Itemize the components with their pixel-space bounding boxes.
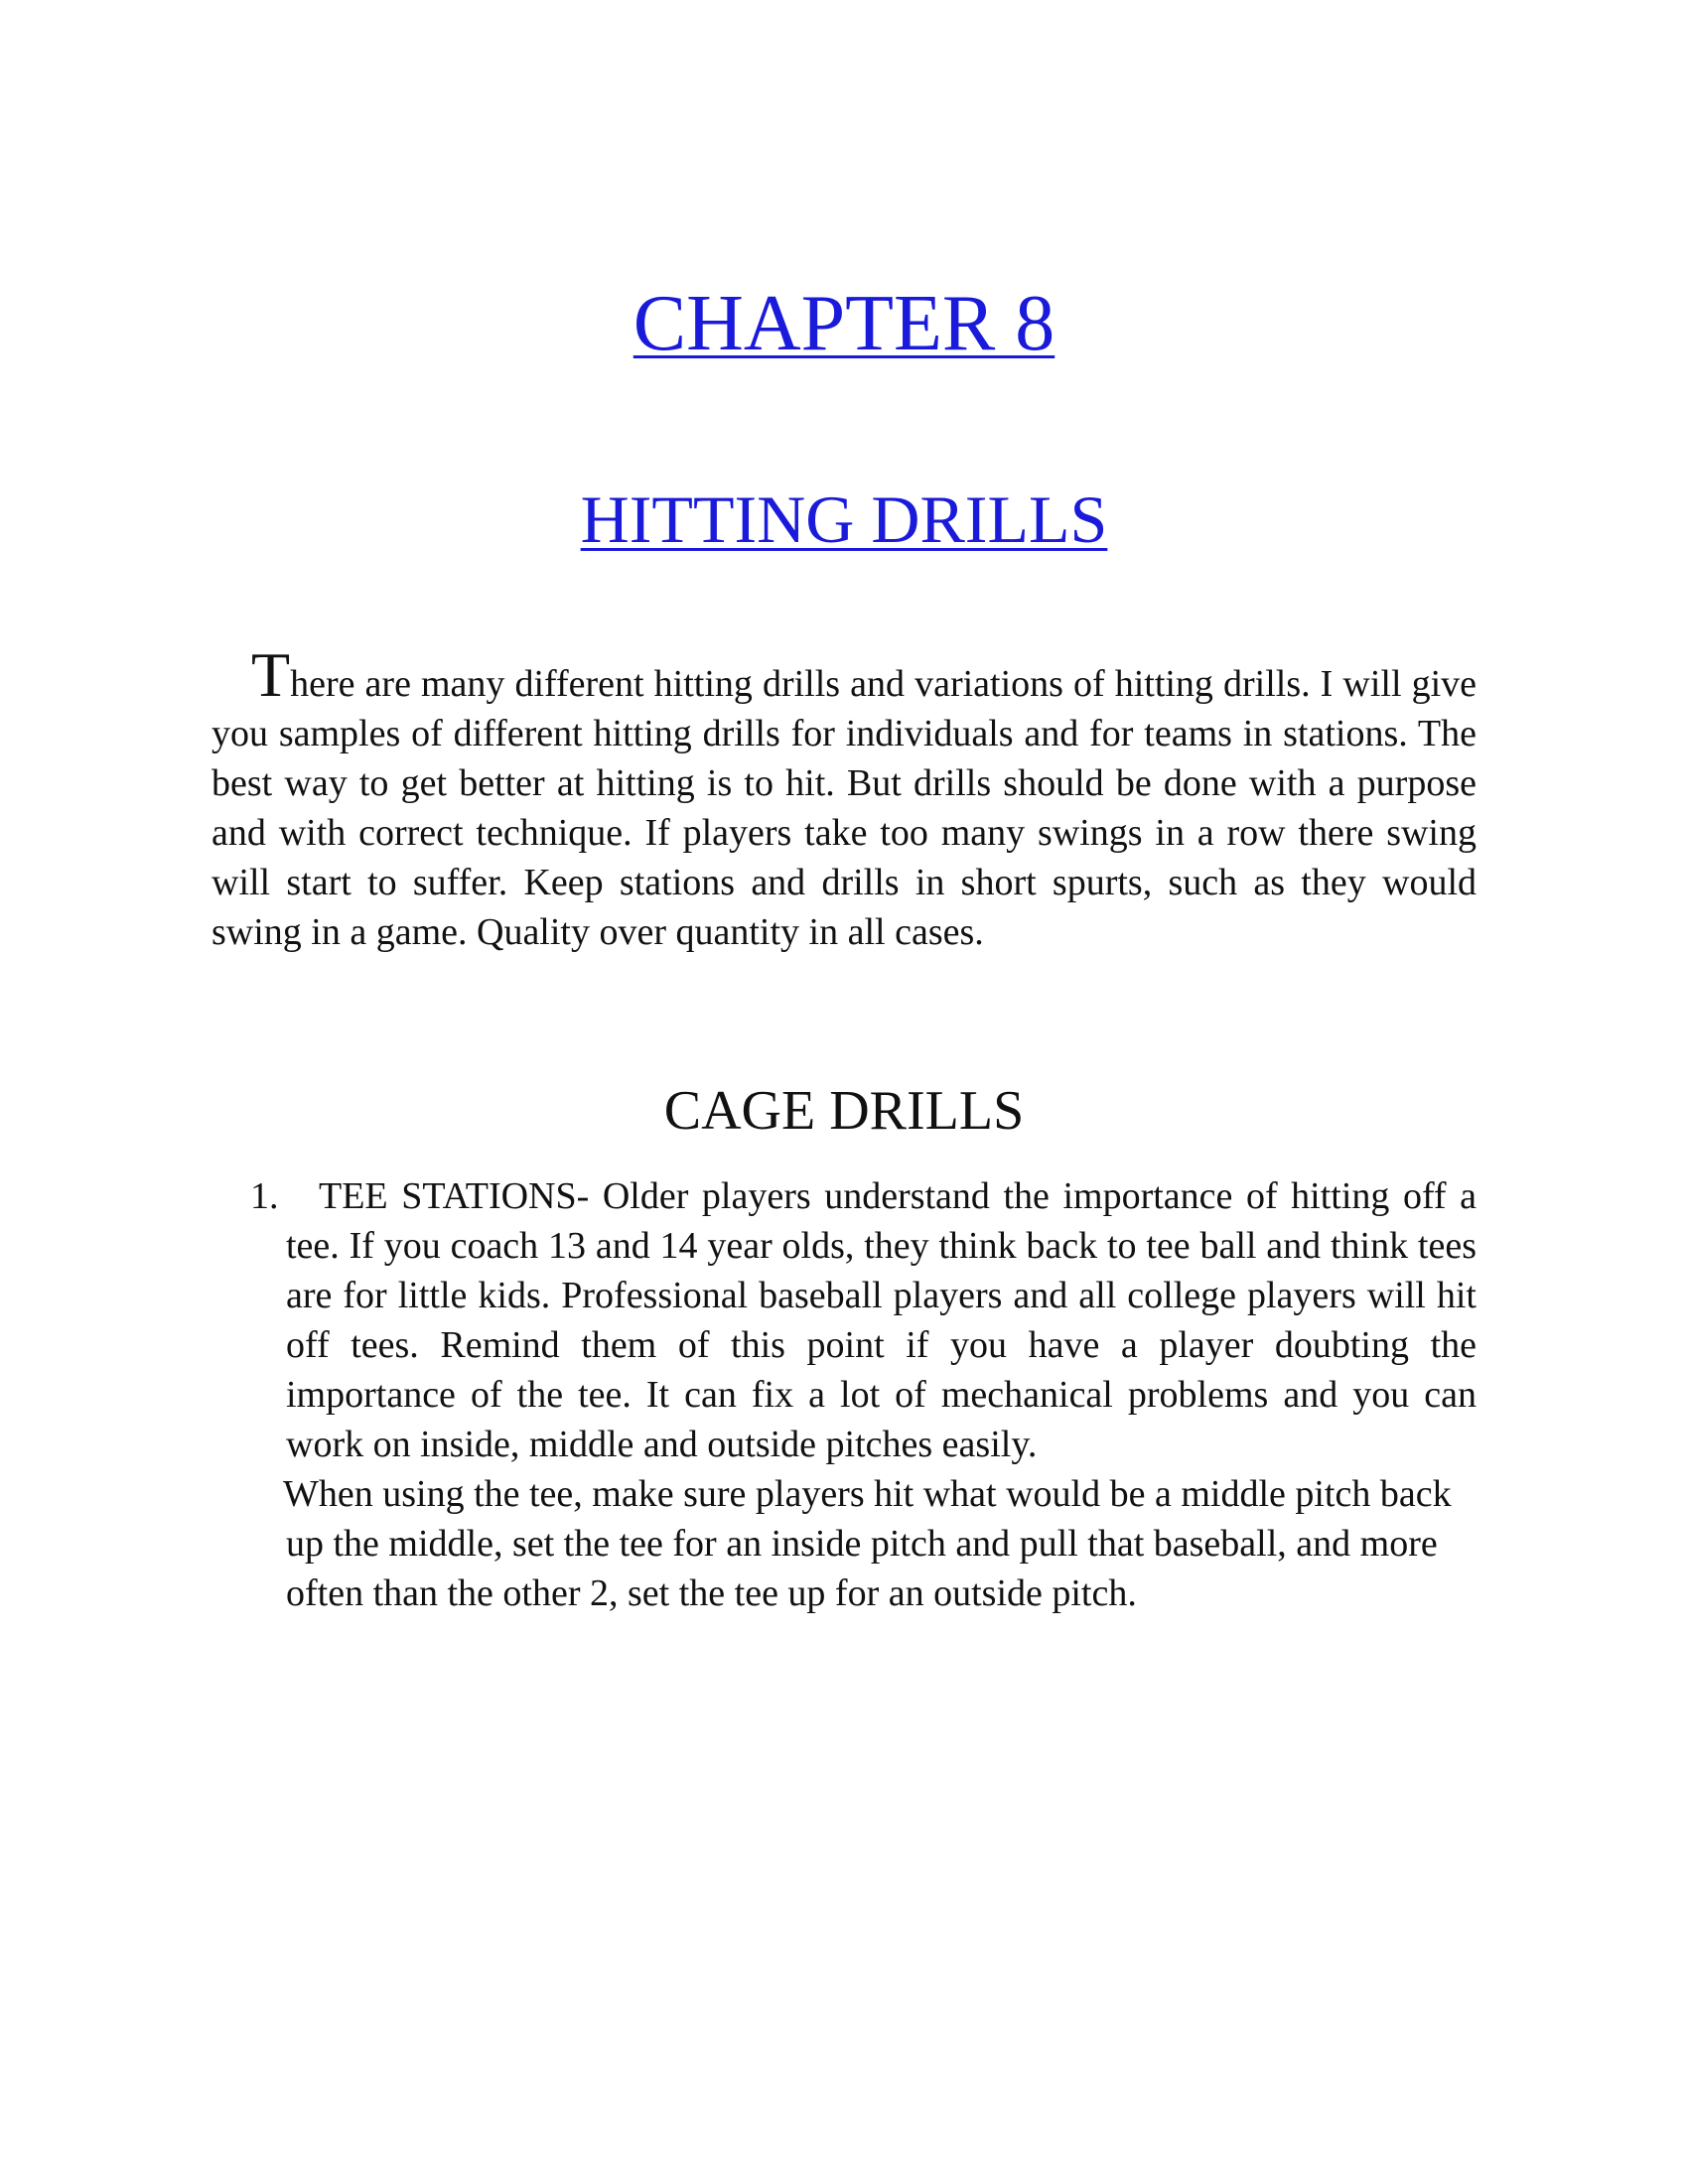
drill-list xyxy=(250,1171,1477,1618)
intro-text: here are many different hitting drills and variations of hitting drills. I will give you samples of different hitting drills for individuals and for teams in stations. The best way to get better at hitting is to hit. But drills should be done with a purpose and with correct technique. If players take too many swings in a row there swing will start to suffer. Keep stations and drills in short spurts, such as they would swing in a game. Quality over quantity in all cases. xyxy=(211,663,1477,953)
drill-number: 1. xyxy=(250,1175,279,1217)
chapter-title xyxy=(0,276,1688,371)
drill-note: When using the tee, make sure players hit what would be a middle pitch back up the middle, set the tee for an inside pitch and pull that baseball, and more often than the other 2, set the tee up for an outside pitch. xyxy=(283,1473,1452,1614)
chapter-title-link[interactable]: CHAPTER 8 xyxy=(633,280,1055,367)
intro-paragraph xyxy=(211,639,1477,957)
drill-description: TEE STATIONS- Older players understand the importance of hitting off a tee. If you coach 13 and 14 year olds, they think back to tee ball and think tees are for little kids. Professional baseball players and all college players will hit off tees. Remind them of this point if you have a player doubting the importance of the tee. It can fix a lot of mechanical problems and you can work on inside, middle and outside pitches easily. xyxy=(286,1175,1477,1465)
section-title-link[interactable]: HITTING DRILLS xyxy=(580,481,1108,557)
section-title xyxy=(0,478,1688,560)
list-item xyxy=(250,1171,1477,1618)
intro-dropcap: T xyxy=(251,639,291,710)
cage-drills-heading: CAGE DRILLS xyxy=(663,1080,1025,1142)
